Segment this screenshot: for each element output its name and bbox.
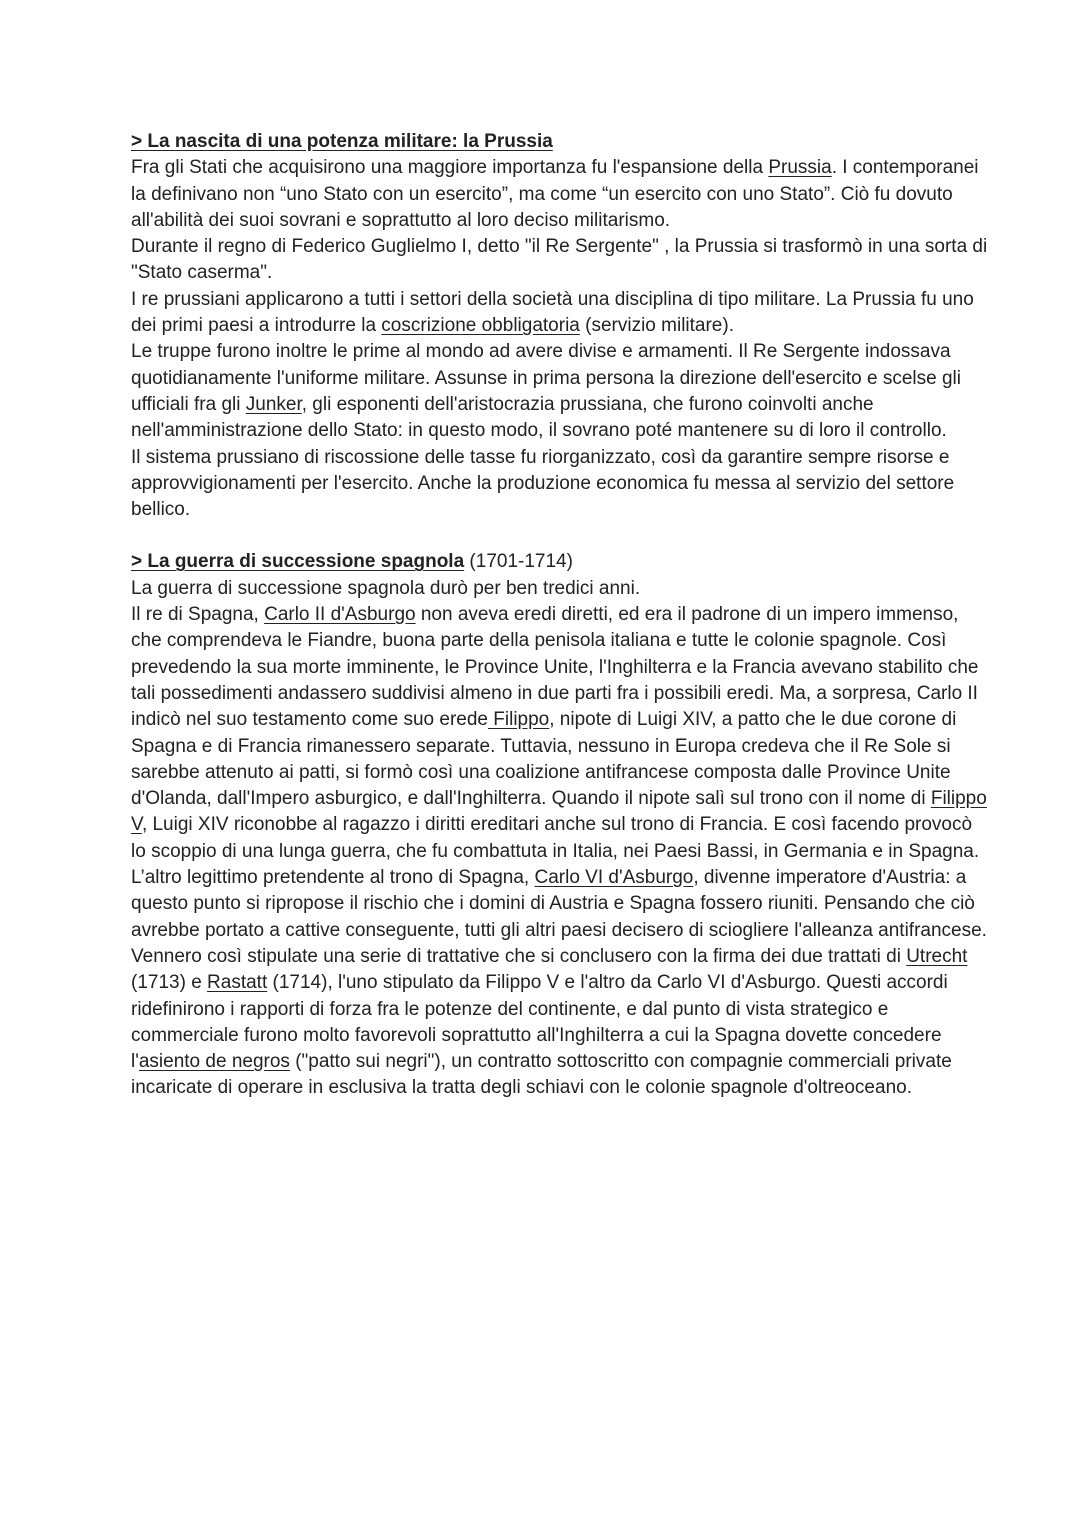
underlined-term: Prussia xyxy=(768,157,832,179)
underlined-term: Utrecht xyxy=(906,945,968,967)
section-prussia xyxy=(131,129,991,523)
underlined-term: Carlo II d'Asburgo xyxy=(264,604,416,626)
section-heading-suffix: (1701-1714) xyxy=(464,551,573,573)
paragraph-text: . I contemporanei la definivano non “uno Stato con un esercito”, ma come “un esercito con uno Stato”. Ciò fu dovuto all'abilità dei suoi sovrani e soprattutto al loro deciso militarismo. xyxy=(131,157,979,231)
section-body xyxy=(131,576,991,1102)
paragraph-text: Le truppe furono inoltre le prime al mondo ad avere divise e armamenti. Il Re Sergente indossava quotidianamente l'uniforme militare. Assunse in prima persona la direzione dell'esercito e scelse gli ufficiali fra gli xyxy=(131,341,961,415)
paragraph-text: (1713) e xyxy=(131,972,208,994)
section-heading-line xyxy=(131,129,991,155)
paragraph-text: Il sistema prussiano di riscossione delle tasse fu riorganizzato, così da garantire sempre risorse e approvvigionamenti per l'esercito. Anche la produzione economica fu messa al servizio del settore bellico. xyxy=(131,446,955,521)
underlined-term: asiento de negros xyxy=(138,1051,290,1073)
paragraph xyxy=(131,287,991,340)
underlined-term: Filippo xyxy=(488,709,550,731)
paragraph-text: (servizio militare). xyxy=(579,315,734,337)
section-spanish-succession xyxy=(131,549,991,1101)
paragraph xyxy=(131,155,991,234)
paragraph-text: Durante il regno di Federico Guglielmo I, detto "il Re Sergente" , la Prussia si trasformò in una sorta di "Stato caserma". xyxy=(131,236,988,284)
paragraph-text: , divenne imperatore d'Austria: a questo punto si ripropose il rischio che i domini di Austria e Spagna fossero riuniti. Pensando che ciò avrebbe portato a cattive conseguente, tutti gli altri paesi decisero di sciogliere l'alleanza antifrancese. Vennero così stipulate una serie di trattative che si conclusero con la firma dei due trattati di xyxy=(131,867,987,967)
paragraph-text: Il re di Spagna, xyxy=(131,604,265,626)
paragraph-text: I re prussiani applicarono a tutti i settori della società una disciplina di tipo militare. La Prussia fu uno dei primi paesi a introdurre la xyxy=(131,288,974,337)
paragraph-text: La guerra di successione spagnola durò per ben tredici anni. xyxy=(131,577,641,599)
paragraph-text: L’altro legittimo pretendente al trono di Spagna, xyxy=(131,867,535,889)
section-body xyxy=(131,155,991,523)
paragraph-text: , gli esponenti dell'aristocrazia prussiana, che furono coinvolti anche nell'amministrazione dello Stato: in questo modo, il sovrano poté mantenere su di loro il controllo. xyxy=(131,393,947,442)
section-heading: > La nascita di una potenza militare: la Prussia xyxy=(131,131,553,152)
underlined-term: Carlo VI d'Asburgo xyxy=(534,867,694,889)
paragraph xyxy=(131,339,991,444)
paragraph xyxy=(131,865,991,1102)
paragraph-text: Fra gli Stati che acquisirono una maggiore importanza fu l'espansione della xyxy=(131,157,769,179)
underlined-term: Junker xyxy=(245,393,302,415)
paragraph xyxy=(131,445,991,524)
paragraph-text: (1714), l'uno stipulato da Filippo V e l'altro da Carlo VI d'Asburgo. Questi accordi ridefinirono i rapporti di forza fra le potenze del continente, e dal punto di vista strategico e commerciale furono molto favorevoli soprattutto all'Inghilterra a cui la Spagna dovette concedere l' xyxy=(131,972,948,1073)
underlined-term: coscrizione obbligatoria xyxy=(381,315,580,337)
underlined-term: Filippo V xyxy=(131,788,987,836)
paragraph xyxy=(131,576,991,602)
document-page xyxy=(131,129,991,1102)
section-heading: > La guerra di successione spagnola xyxy=(131,551,465,573)
paragraph-text: , Luigi XIV riconobbe al ragazzo i diritti ereditari anche sul trono di Francia. E così facendo provocò lo scoppio di una lunga guerra, che fu combattuta in Italia, nei Paesi Bassi, in Germania e in Spagna. xyxy=(131,814,980,862)
section-heading-line xyxy=(131,549,991,575)
paragraph-text: non aveva eredi diretti, ed era il padrone di un impero immenso, che comprendeva le Fiandre, buona parte della penisola italiana e tutte le colonie spagnole. Così prevedendo la sua morte imminente, le Province Unite, l'Inghilterra e la Francia avevano stabilito che tali possedimenti andassero suddivisi almeno in due parti fra i possibili eredi. Ma, a sorpresa, Carlo II indicò nel suo testamento come suo erede xyxy=(131,604,979,731)
paragraph-text: , nipote di Luigi XIV, a patto che le due corone di Spagna e di Francia rimanessero separate. Tuttavia, nessuno in Europa credeva che il Re Sole si sarebbe attenuto ai patti, si formò così una coalizione antifrancese composta dalle Province Unite d'Olanda, dall'Impero asburgico, e dall'Inghilterra. Quando il nipote salì sul trono con il nome di xyxy=(131,709,957,810)
paragraph-text: ("patto sui negri"), un contratto sottoscritto con compagnie commerciali private incaricate di operare in esclusiva la tratta degli schiavi con le colonie spagnole d'oltreoceano. xyxy=(131,1051,952,1099)
paragraph xyxy=(131,602,991,865)
paragraph xyxy=(131,234,991,287)
underlined-term: Rastatt xyxy=(207,972,268,994)
